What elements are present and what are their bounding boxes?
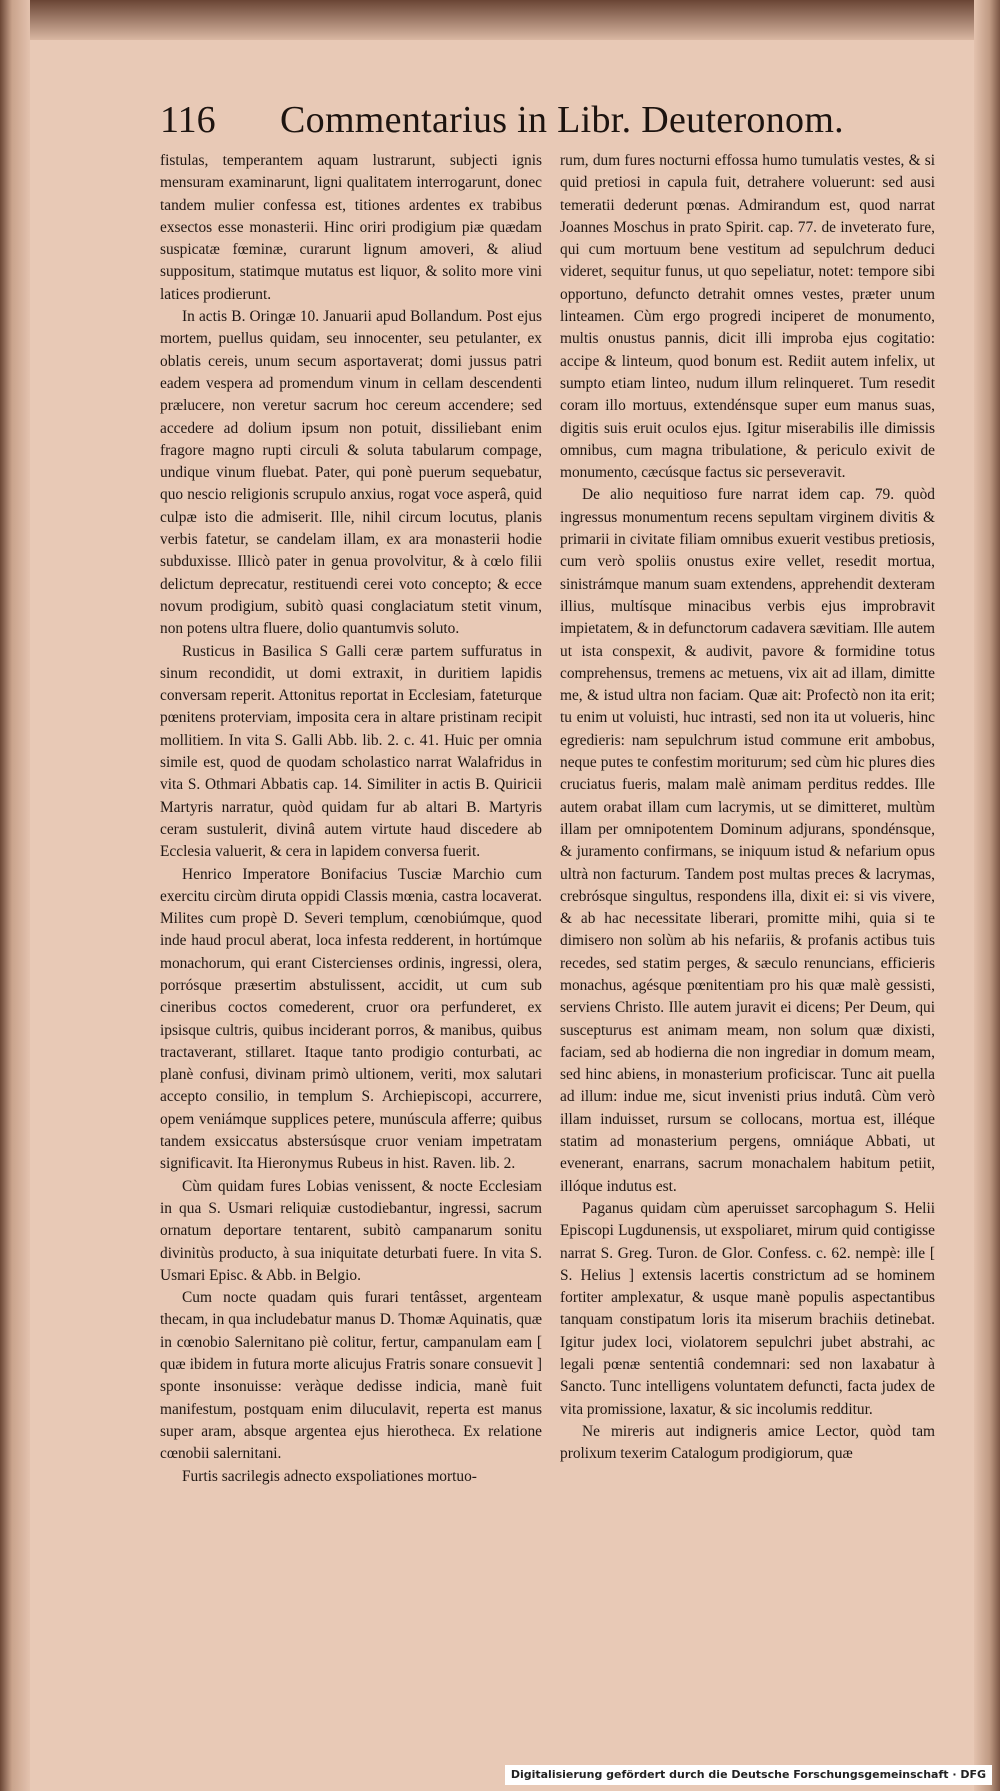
page-header	[160, 96, 940, 144]
left-paragraph-5: Cùm quidam fures Lobias venissent, & nocte Ecclesiam in qua S. Usmari reliquiæ custodiebantur, ingressi, sacrum ornatum deportare tentarent, subitò campanarum sonitu divinitùs producto, à sua iniquitate deturbati fuere. In vita S. Usmari Episc. & Abb. in Belgio.	[160, 1177, 542, 1284]
left-column	[160, 150, 542, 1640]
left-paragraph-2: In actis B. Oringæ 10. Januarii apud Bollandum. Post ejus mortem, puellus quidam, seu innocenter, seu petulanter, ex oblatis cereis, unum secum asportaverat; domi jussus patri eadem vespera ad promendum vinum in cellam descendenti prælucere, non veretur sacrum hoc cereum accendere; sed accedere ad dolium ipsum non potuit, dissiliebant enim fragore magno rupti circuli & soluta tabularum compage, undique vinum fluebat. Pater, qui ponè puerum sequebatur, quo nescio religionis scrupulo anxius, rogat voce asperâ, quid culpæ isto die admiserit. Ille, nihil circum locutus, planis verbis fatetur, se candelam illam, ex ara monasterii hodie subduxisse. Illicò pater in genua provolvitur, & à cœlo filii delictum deprecatur, restituendi cerei voto concepto; & ecce novum prodigium, subitò quasi conglaciatum stetit vinum, non potens ultra fluere, dolio quantumvis soluto.	[160, 308, 542, 638]
right-paragraph-3: Paganus quidam cùm aperuisset sarcophagum S. Helii Episcopi Lugdunensis, ut exspoliaret, mirum quid contigisse narrat S. Greg. Turon. de Glor. Confess. c. 62. nempè: ille [ S. Helius ] extensis lacertis constrictum ad se hominem fortiter amplexatur, & usque manè populis aspectantibus tanquam constipatum loris ita miserum brachiis detinebat. Igitur judex loci, violatorem sepulchri jubet abstrahi, ac legali pœnæ sententiâ condemnari: sed non laxabatur à Sancto. Tunc intelligens voluntatem defuncti, facta judex de vita promissione, laxatur, & sic incolumis redditur.	[560, 1199, 935, 1418]
right-column	[560, 150, 935, 1640]
running-title: Commentarius in Libr. Deuteronom.	[280, 99, 844, 141]
right-paragraph-2: De alio nequitioso fure narrat idem cap. 79. quòd ingressus monumentum recens sepultam virginem divitis & primarii in civitate filiam omnibus exuerit vestibus pretiosis, cum verò spoliis onustus exire vellet, resedit mortua, sinistrámque manum suam extendens, apprehendit dexteram illius, multísque minacibus verbis ejus improbravit impietatem, & in defunctorum cadavera sævitiam. Ille autem ut ista conspexit, & audivit, pavore & formidine totus comprehensus, tremens ac metuens, vix ait ad illam, dimitte me, & istud ultra non faciam. Quæ ait: Profectò non ita erit; tu enim ut voluisti, huc intrasti, sed non ita ut volueris, hinc egredieris: nam sepulchrum istud commune erit ambobus, neque putes te confestim moriturum; sed cùm hic plures dies cruciatus fueris, malam malè animam perditus reddes. Ille autem orabat illam cum lacrymis, ut se dimitteret, multùm illam per omnipotentem Dominum adjurans, spondénsque, & juramento confirmans, se iniquum istud & nefarium opus ultrà non facturum. Tandem post multas preces & lacrymas, crebrósque singultus, respondens illa, dixit ei: si vis vivere, & ab hac necessitate liberari, promitte mihi, quia si te dimisero non solùm ab his nefariis, & profanis actibus tuis recedes, sed statim perges, & sæculo renuncians, efficieris monachus, agésque pœnitentiam pro his quæ malè gessisti, serviens Christo. Ille autem juravit ei dicens; Per Deum, qui suscepturus est animam meam, non solum quæ dixisti, faciam, sed ab hodierna die non ingrediar in domum meam, sed hinc abiens, in monasterium proficiscar. Tunc ait puella ad illum: indue me, sicut invenisti prius indutâ. Cùm verò illam induisset, rursum se collocans, mortua est, illéque statim ad monasterium pergens, omniáque Abbati, ut evenerant, enarrans, sacrum monachalem habitum petiit, illóque indutus est.	[560, 486, 935, 1195]
page-top-edge	[0, 0, 1000, 40]
left-paragraph-7: Furtis sacrilegis adnecto exspoliationes mortuo-	[182, 1467, 477, 1485]
page-right-edge	[974, 0, 1000, 1791]
left-paragraph-1: fistulas, temperantem aquam lustrarunt, subjecti ignis mensuram examinarunt, ligni qualitatem interrogarunt, donec tandem mulier confessa est, titiones ardentes ex trabibus exsectos esse monasterii. Hinc oriri prodigium piæ quædam suspicatæ fœminæ, curarunt lignum amoveri, & aliud suppositum, statimque mutatus est liquor, & solito more vini latices prodierunt.	[160, 152, 542, 303]
left-paragraph-4: Henrico Imperatore Bonifacius Tusciæ Marchio cum exercitu circùm diruta oppidi Classis mœnia, castra locaverat. Milites cum propè D. Severi templum, cœnobiúmque, quod inde haud procul aberat, loca infesta redderent, in hortúmque monachorum, qui erant Cistercienses ordinis, ingressi, olera, porrósque præsertim abstulissent, accidit, ut cum sub cineribus coctos comederent, cruor ora perfunderet, ex ipsisque cultris, quibus inciderant porros, & manibus, quibus tractaverant, stillaret. Itaque tanto prodigio conturbati, ac planè confusi, divinam primò ultionem, veriti, mox salutari accepto consilio, in templum S. Archiepiscopi, accurrere, opem veniámque supplices petere, munúscula afferre; quibus tandem exsiccatus abstersúsque cruor veniam impetratam significavit. Ita Hieronymus Rubeus in hist. Raven. lib. 2.	[160, 865, 542, 1173]
page-number: 116	[160, 99, 216, 141]
right-paragraph-1: rum, dum fures nocturni effossa humo tumulatis vestes, & si quid pretiosi in capula fuit, detrahere voluerunt: sed ausi temeratii dederunt pœnas. Admirandum est, quod narrat Joannes Moschus in prato Spirit. cap. 77. de inveterato fure, qui cum mortuum bene vestitum ad sepulchrum deduci videret, sequitur funus, ut quo sepeliatur, notet: tempore sibi opportuno, defuncto detrahit omnes vestes, præter unum linteamen. Cùm ergo progredi inciperet de monumento, multis onustus pannis, dicit illi improba ejus cogitatio: accipe & linteum, quod bonum est. Rediit autem infelix, ut sumpto etiam linteo, nudum illum relinqueret. Tum resedit coram illo mortuus, extendénsque super eum manus suas, digitis suis eruit oculos ejus. Igitur miserabilis ille dimissis omnibus, cum magna tribulatione, & periculo exivit de monumento, cæcúsque factus sic perseveravit.	[560, 152, 935, 482]
right-paragraph-4: Ne mireris aut indigneris amice Lector, quòd tam prolixum texerim Catalogum prodigiorum, quæ	[560, 1422, 935, 1463]
left-paragraph-6: Cum nocte quadam quis furari tentâsset, argenteam thecam, in qua includebatur manus D. Thomæ Aquinatis, quæ in cœnobio Salernitano piè colitur, fertur, campanulam eam [ quæ ibidem in futura morte alicujus Fratris sonare consuevit ] sponte insonuisse: veràque dedisse indicia, manè fuit manifestum, postquam enim diluculavit, reperta est manus super aram, absque argentea ejus hierotheca. Ex relatione cœnobii salernitani.	[160, 1289, 542, 1463]
digitization-footer: Digitalisierung gefördert durch die Deutsche Forschungsgemeinschaft · DFG	[505, 1765, 992, 1785]
page-left-edge	[0, 0, 30, 1791]
left-paragraph-3: Rusticus in Basilica S Galli ceræ partem suffuratus in sinum recondidit, ut domi extraxit, in duritiem lapidis conversam reperit. Attonitus reportat in Ecclesiam, fateturque pœnitens proterviam, imposita cera in altare pristinam recipit mollitiem. In vita S. Galli Abb. lib. 2. c. 41. Huic per omnia simile est, quod de quodam scholastico narrat Walafridus in vita S. Othmari Abbatis cap. 14. Similiter in actis B. Quiricii Martyris narratur, quòd quidam fur ab altari B. Martyris ceram sustulerit, divinâ autem virtute haud discedere ab Ecclesia valuerit, & cera in lapidem conversa fuerit.	[160, 642, 542, 861]
